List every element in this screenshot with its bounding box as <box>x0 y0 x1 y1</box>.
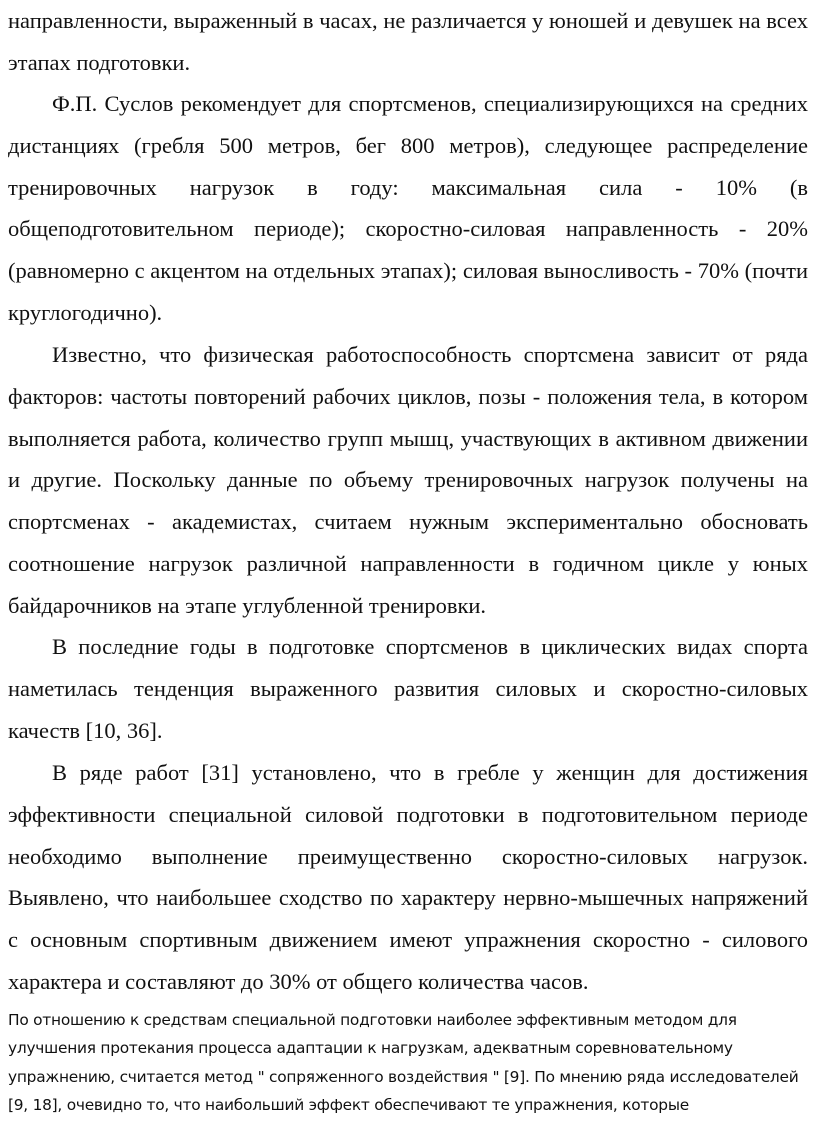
footer-paragraph: По отношению к средствам специальной подготовки наиболее эффективным методом для улучшения протекания процесса адаптации к нагрузкам, адекватным соревновательному упражнению, считается метод " сопряженного воздействия " [9]. По мнению ряда исследователей [9, 18], очевидно то, что наибольший эффект обеспечивают те упражнения, которые <box>8 1011 799 1115</box>
paragraph-4: В последние годы в подготовке спортсменов в циклических видах спорта наметилась тенденция выраженного развития силовых и скоростно-силовых качеств [10, 36]. <box>8 634 808 743</box>
paragraph-1: направленности, выраженный в часах, не различается у юношей и девушек на всех этапах подготовки. <box>8 8 808 75</box>
paragraph-5: В ряде работ [31] установлено, что в гребле у женщин для достижения эффективности специальной силовой подготовки в подготовительном периоде необходимо выполнение преимущественно скоростно-силовых нагрузок. Выявлено, что наибольшее сходство по характеру нервно-мышечных напряжений с основным спортивным движением имеют упражнения скоростно - силового характера и составляют до 30% от общего количества часов. <box>8 760 808 994</box>
paragraph-2: Ф.П. Суслов рекомендует для спортсменов, специализирующихся на средних дистанциях (гребля 500 метров, бег 800 метров), следующее распределение тренировочных нагрузок в году: максимальная сила - 10% (в общеподготовительном периоде); скоростно-силовая направленность - 20% (равномерно с акцентом на отдельных этапах); силовая выносливость - 70% (почти круглогодично). <box>8 91 808 325</box>
paragraph-3: Известно, что физическая работоспособность спортсмена зависит от ряда факторов: частоты повторений рабочих циклов, позы - положения тела, в котором выполняется работа, количество групп мышц, участвующих в активном движении и другие. Поскольку данные по объему тренировочных нагрузок получены на спортсменах - академистах, считаем нужным экспериментально обосновать соотношение нагрузок различной направленности в годичном цикле у юных байдарочников на этапе углубленной тренировки. <box>8 342 808 618</box>
